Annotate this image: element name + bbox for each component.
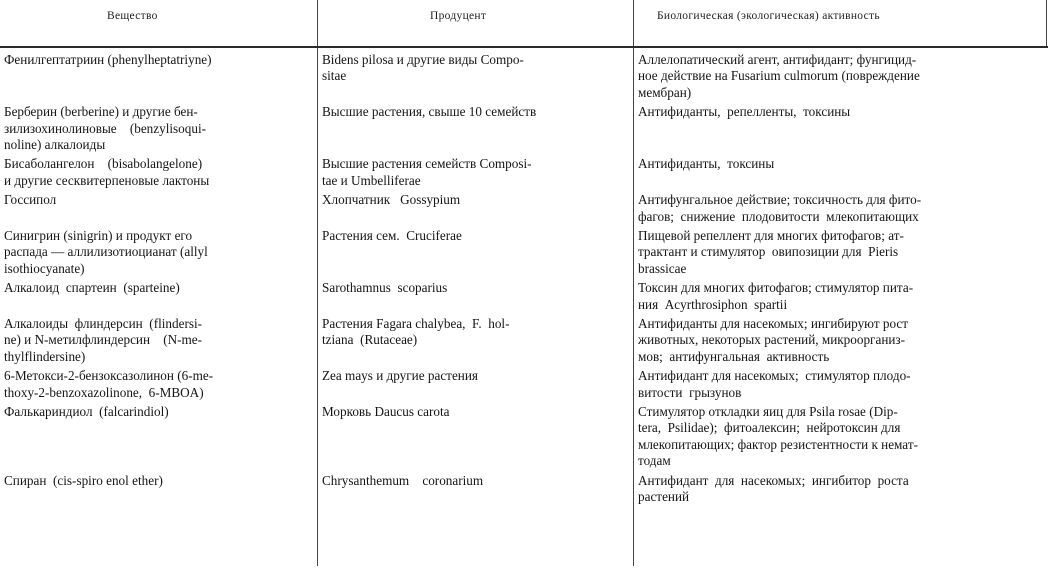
cell-line: витости грызунов [638, 384, 742, 400]
cell-line: растений [638, 488, 690, 504]
cell-line: sitae [322, 68, 347, 84]
activity-cell [638, 404, 1048, 470]
cell-line: фагов; снижение плодовитости млекопитающих [638, 208, 919, 224]
cell-line: Алкалоиды флиндерсин (flindersi- [4, 315, 203, 331]
producer-cell [322, 156, 630, 189]
cell-line: Антифиданты для насекомых; ингибируют рост [638, 315, 909, 331]
cell-line: tae и Umbelliferae [322, 172, 421, 188]
activity-cell [638, 368, 1048, 401]
cell-line: Растения Fagara chalybea, F. hol- [322, 315, 510, 331]
cell-line: Фалькариндиол (falcarindiol) [4, 403, 169, 419]
header-rule [0, 46, 1048, 48]
producer-cell [322, 473, 630, 489]
activity-cell [638, 473, 1048, 506]
cell-line: распада — аллилизотиоцианат (allyl [4, 244, 208, 260]
cell-line: Высшие растения семейств Composi- [322, 156, 532, 172]
table-body [0, 52, 1050, 508]
table-row [0, 316, 1050, 368]
cell-line: Спиран (cis-spiro enol ether) [4, 472, 163, 488]
substance-cell [4, 156, 314, 189]
cell-line: Алкалоид спартеин (sparteine) [4, 280, 180, 296]
producer-cell [322, 192, 630, 208]
column-divider [1046, 0, 1047, 46]
cell-line: животных, некоторых растений, микроорганиз- [638, 332, 906, 348]
cell-line: Chrysanthemum coronarium [322, 472, 484, 488]
cell-line: Пищевой репеллент для многих фитофагов; ат- [638, 227, 904, 243]
cell-line: Высшие растения, свыше 10 семейств [322, 104, 537, 120]
substance-cell [4, 52, 314, 68]
cell-line: Стимулятор откладки яиц для Psila rosae (Dip- [638, 403, 898, 419]
substance-cell [4, 404, 314, 420]
substance-cell [4, 228, 314, 277]
table-row [0, 52, 1050, 104]
activity-cell [638, 52, 1048, 101]
cell-line: млекопитающих; фактор резистентности к немат- [638, 436, 918, 452]
header-activity: Биологическая (экологическая) активность [657, 10, 880, 22]
cell-line: зилизохинолиновые (benzylisoqui- [4, 120, 207, 136]
table-row [0, 368, 1050, 404]
producer-cell [322, 104, 630, 120]
header-substance: Вещество [107, 10, 158, 22]
cell-line: Хлопчатник Gossypium [322, 192, 461, 208]
activity-cell [638, 192, 1048, 225]
activity-cell [638, 316, 1048, 365]
cell-line: и другие сесквитерпеновые лактоны [4, 172, 210, 188]
substance-cell [4, 316, 314, 365]
activity-cell [638, 228, 1048, 277]
cell-line: ния Acyrthrosiphon spartii [638, 296, 788, 312]
cell-line: 6-Метокси-2-бензоксазолинон (6-me- [4, 368, 214, 384]
cell-line: тодам [638, 453, 671, 469]
cell-line: Токсин для многих фитофагов; стимулятор пита- [638, 280, 914, 296]
table-row [0, 228, 1050, 280]
table-row [0, 156, 1050, 192]
cell-line: Растения сем. Cruciferae [322, 227, 462, 243]
cell-line: brassicae [638, 260, 687, 276]
cell-line: Антифиданты, репелленты, токсины [638, 104, 851, 120]
header-producer: Продуцент [430, 10, 487, 22]
cell-line: мов; антифунгальная активность [638, 348, 830, 364]
cell-line: Bidens pilosa и другие виды Compo- [322, 52, 524, 67]
substance-cell [4, 280, 314, 296]
cell-line: ное действие на Fusarium culmorum (повреждение [638, 68, 920, 84]
table-row [0, 404, 1050, 473]
cell-line: Берберин (berberine) и другие бен- [4, 104, 198, 120]
activity-cell [638, 156, 1048, 172]
table-header [0, 0, 1050, 46]
cell-line: thylflindersine) [4, 348, 86, 364]
producer-cell [322, 52, 630, 85]
cell-line: isothiocyanate) [4, 260, 85, 276]
cell-line: Антифидант для насекомых; стимулятор плодо- [638, 368, 911, 384]
cell-line: Антифидант для насекомых; ингибитор роста [638, 472, 909, 488]
cell-line: Морковь Daucus carota [322, 403, 450, 419]
producer-cell [322, 368, 630, 384]
substance-cell [4, 473, 314, 489]
producer-cell [322, 316, 630, 349]
cell-line: Бисаболангелон (bisabolangelone) [4, 156, 203, 172]
producer-cell [322, 404, 630, 420]
cell-line: мембран) [638, 84, 692, 100]
cell-line: tziana (Rutaceae) [322, 332, 418, 348]
cell-line: Zea mays и другие растения [322, 368, 478, 384]
table-row [0, 473, 1050, 509]
substance-cell [4, 192, 314, 208]
producer-cell [322, 280, 630, 296]
producer-cell [322, 228, 630, 244]
activity-cell [638, 280, 1048, 313]
cell-line: Фенилгептатриин (phenylheptatriyne) [4, 52, 212, 67]
cell-line: Антифунгальное действие; токсичность для фито- [638, 192, 922, 208]
substance-cell [4, 368, 314, 401]
table-row [0, 280, 1050, 316]
cell-line: thoxy-2-benzoxazolinone, 6-MBOA) [4, 384, 204, 400]
cell-line: ne) и N-метилфлиндерсин (N-me- [4, 332, 203, 348]
cell-line: Госсипол [4, 192, 57, 208]
activity-cell [638, 104, 1048, 120]
substance-cell [4, 104, 314, 153]
table-row [0, 104, 1050, 156]
cell-line: tera, Psilidae); фитоалексин; нейротоксин для [638, 420, 901, 436]
table-row [0, 192, 1050, 228]
cell-line: Антифиданты, токсины [638, 156, 775, 172]
cell-line: трактант и стимулятор овипозиции для Pieris [638, 244, 899, 260]
cell-line: Sarothamnus scoparius [322, 280, 448, 296]
cell-line: Синигрин (sinigrin) и продукт его [4, 227, 193, 243]
cell-line: Аллелопатический агент, антифидант; фунгицид- [638, 52, 917, 67]
cell-line: noline) алкалоиды [4, 136, 106, 152]
